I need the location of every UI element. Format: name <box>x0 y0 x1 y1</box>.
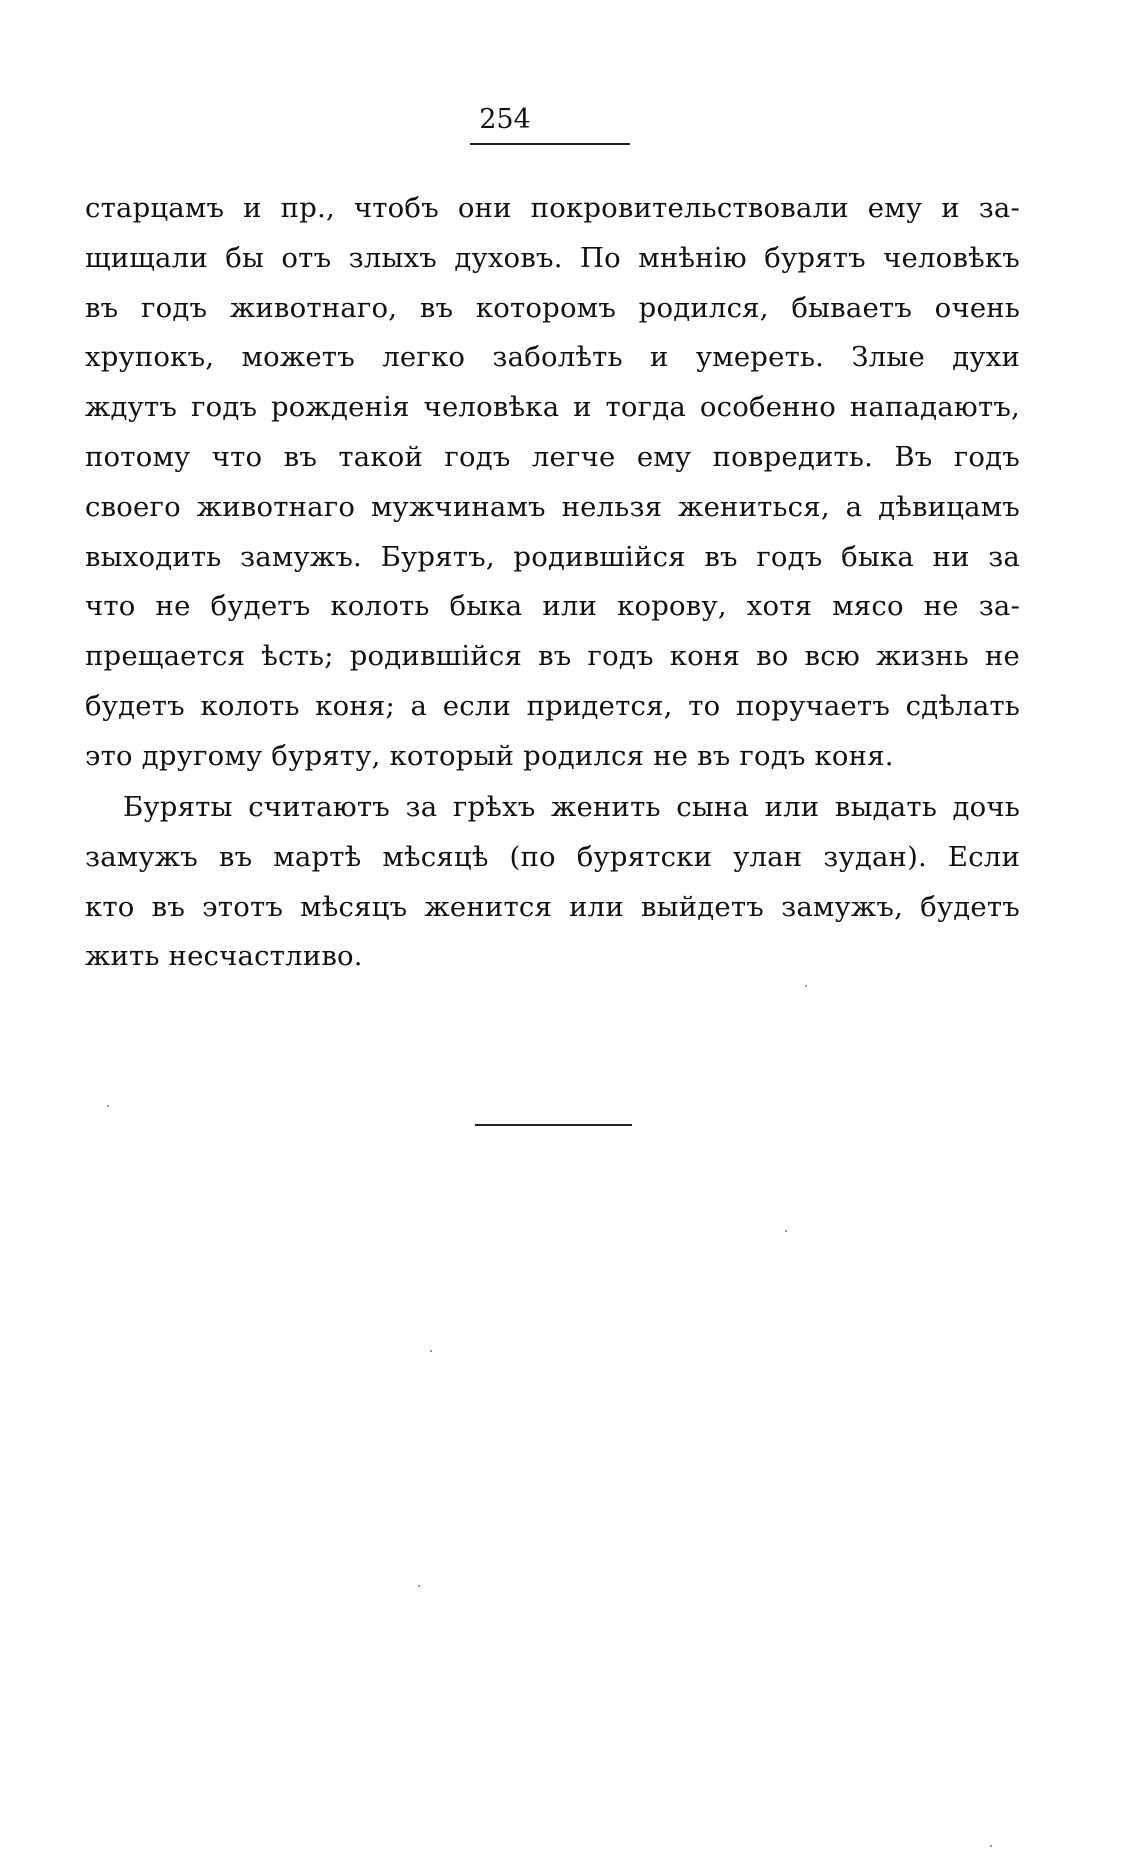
text-line: будетъ колоть коня; а если придется, то поручаетъ сдѣлать <box>85 689 1020 722</box>
text-line: прещается ѣсть; родившійся въ годъ коня во всю жизнь не <box>85 640 1020 673</box>
text-line: жить несчастливо. <box>85 940 363 973</box>
text-line: своего животнаго мужчинамъ нельзя жениться, а дѣвицамъ <box>85 490 1020 523</box>
paragraph-1 <box>85 184 1020 782</box>
text-line: хрупокъ, можетъ легко заболѣть и умереть. Злые духи <box>85 341 1020 374</box>
text-line: въ годъ животнаго, въ которомъ родился, бываетъ очень <box>85 291 1020 324</box>
text-line: ждутъ годъ рожденія человѣка и тогда особенно нападаютъ, <box>85 391 1020 424</box>
scan-speck <box>418 1585 420 1587</box>
text-line: потому что въ такой годъ легче ему повредить. Въ годъ <box>85 440 1020 473</box>
paragraph-2 <box>85 783 1020 982</box>
text-line: старцамъ и пр., чтобъ они покровительствовали ему и за- <box>85 192 1020 224</box>
text-line: щищали бы отъ злыхъ духовъ. По мнѣнію бурятъ человѣкъ <box>85 241 1020 274</box>
scan-speck <box>805 985 807 987</box>
text-line: замужъ въ мартѣ мѣсяцѣ (по бурятски улан зудан). Если <box>85 840 1020 873</box>
scan-speck <box>430 1350 432 1352</box>
text-line: что не будетъ колоть быка или корову, хотя мясо не за- <box>85 590 1020 623</box>
end-rule <box>475 1124 632 1126</box>
text-line: Буряты считаютъ за грѣхъ женить сына или выдать дочь <box>123 791 1020 823</box>
scan-speck <box>785 1230 787 1232</box>
text-line: кто въ этотъ мѣсяцъ женится или выйдетъ замужъ, будетъ <box>85 890 1020 923</box>
page-number: 254 <box>479 104 531 135</box>
scan-speck <box>990 1845 992 1847</box>
header-rule <box>470 143 630 145</box>
text-line: это другому буряту, который родился не въ годъ коня. <box>85 739 894 772</box>
scan-speck <box>107 1105 109 1107</box>
text-line: выходить замужъ. Бурятъ, родившійся въ годъ быка ни за <box>85 540 1020 573</box>
